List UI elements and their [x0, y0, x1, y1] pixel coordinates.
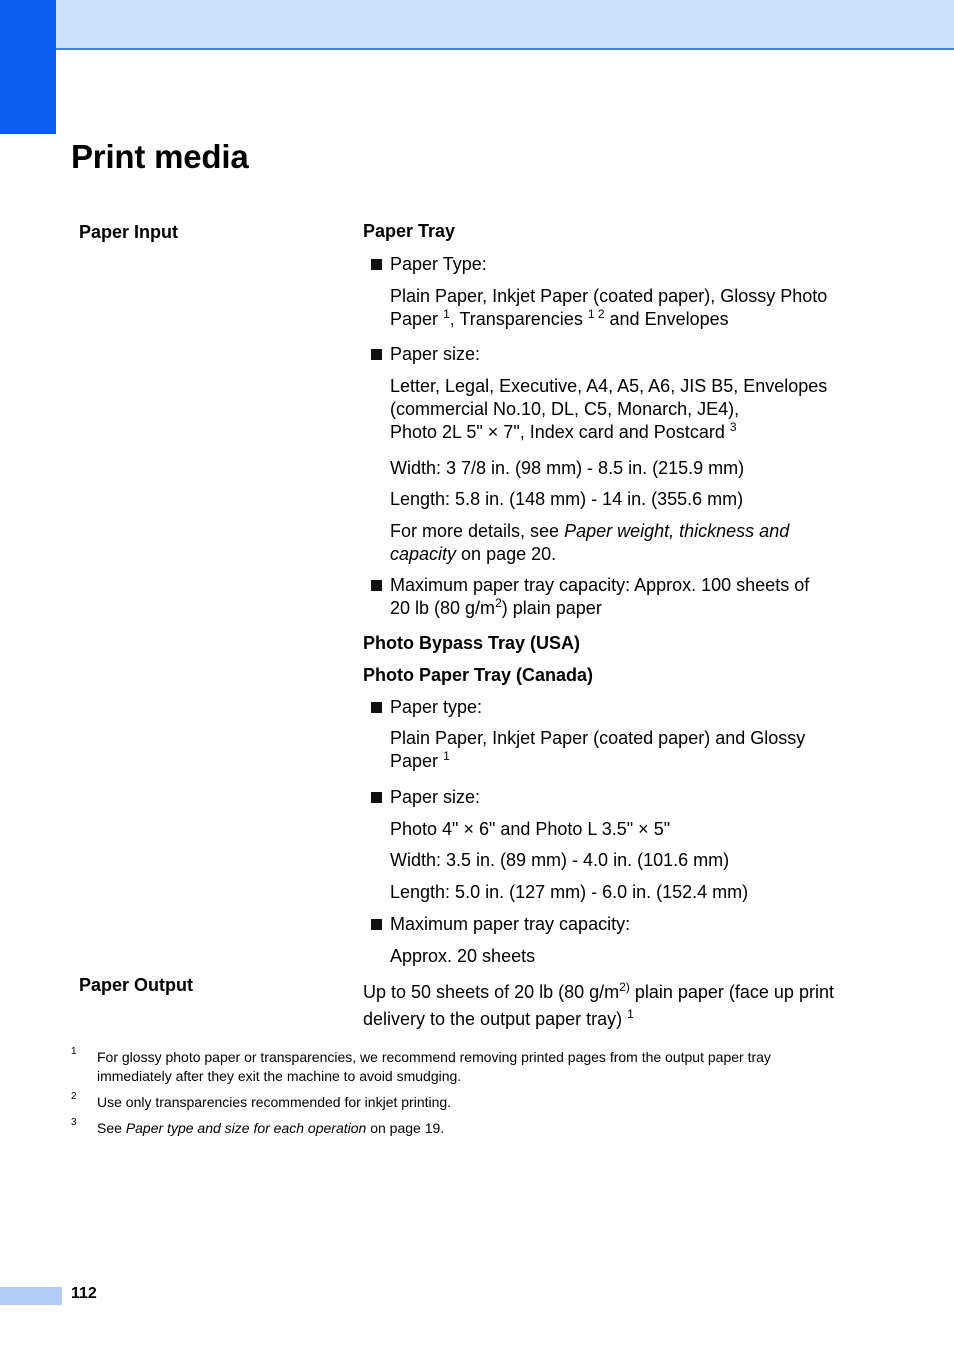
footnote-2: 2 Use only transparencies recommended for inkjet printing.: [71, 1091, 452, 1110]
header-band: [0, 0, 954, 50]
bullet-icon: [371, 792, 382, 803]
bullet-icon: [371, 580, 382, 591]
bullet-icon: [371, 259, 382, 270]
paper-type-text: Plain Paper, Inkjet Paper (coated paper), Glossy Photo Paper $^1$, Transparencies $^{1 2}$ and Envelopes: [390, 286, 828, 329]
bypass-size-text: Photo 4" × 6" and Photo L 3.5" × 5": [390, 819, 671, 839]
bypass-capacity-label: Maximum paper tray capacity:: [390, 914, 631, 934]
bypass-width: Width: 3.5 in. (89 mm) - 4.0 in. (101.6 mm): [390, 850, 730, 870]
chapter-tab: [0, 0, 56, 134]
paper-input-label: Paper Input: [79, 222, 179, 242]
bypass-tray-heading-usa: Photo Bypass Tray (USA): [363, 633, 581, 653]
bypass-type-text: Plain Paper, Inkjet Paper (coated paper) and Glossy Paper $^1$: [390, 728, 806, 771]
bypass-size-label: Paper size:: [390, 787, 481, 807]
paper-tray-heading: Paper Tray: [363, 221, 456, 241]
page-title: Print media: [71, 138, 249, 175]
footnote-3: 3 See Paper type and size for each operation on page 19.: [71, 1117, 445, 1136]
bullet-icon: [371, 702, 382, 713]
bullet-icon: [371, 919, 382, 930]
paper-output-spec: Up to 50 sheets of 20 lb (80 $g/m^{2)}$ plain paper (face up print delivery to the output paper tray) $^1$: [363, 980, 834, 1029]
bypass-type-label: Paper type:: [390, 697, 483, 717]
footnote-1: 1 For glossy photo paper or transparencies, we recommend removing printed pages from the output paper tray immediately after they exit the machine to avoid smudging.: [71, 1046, 771, 1084]
details-reference: For more details, see Paper weight, thickness and capacity on page 20.: [390, 521, 790, 564]
bypass-length: Length: 5.0 in. (127 mm) - 6.0 in. (152.4 mm): [390, 882, 749, 902]
paper-width: Width: 3 7/8 in. (98 mm) - 8.5 in. (215.9 mm): [390, 458, 745, 478]
page-number: 112: [71, 1285, 97, 1302]
tray-capacity: Maximum paper tray capacity: Approx. 100 sheets of 20 lb (80 $g/m^2$) plain paper: [390, 575, 810, 618]
paper-size-label: Paper size:: [390, 344, 481, 364]
bypass-tray-heading-canada: Photo Paper Tray (Canada): [363, 665, 594, 685]
paper-output-label: Paper Output: [79, 975, 194, 995]
bypass-capacity-value: Approx. 20 sheets: [390, 946, 536, 966]
paper-type-label: Paper Type:: [390, 254, 487, 274]
paper-length: Length: 5.8 in. (148 mm) - 14 in. (355.6 mm): [390, 489, 744, 509]
bullet-icon: [371, 349, 382, 360]
paper-size-text: Letter, Legal, Executive, A4, A5, A6, JIS B5, Envelopes (commercial No.10, DL, C5, Monarch, JE4), Photo 2L 5" × 7", Index card and Postcard $^3$: [390, 376, 828, 442]
page-number-bar: [0, 1287, 62, 1305]
paper-input-specs: [363, 220, 863, 966]
